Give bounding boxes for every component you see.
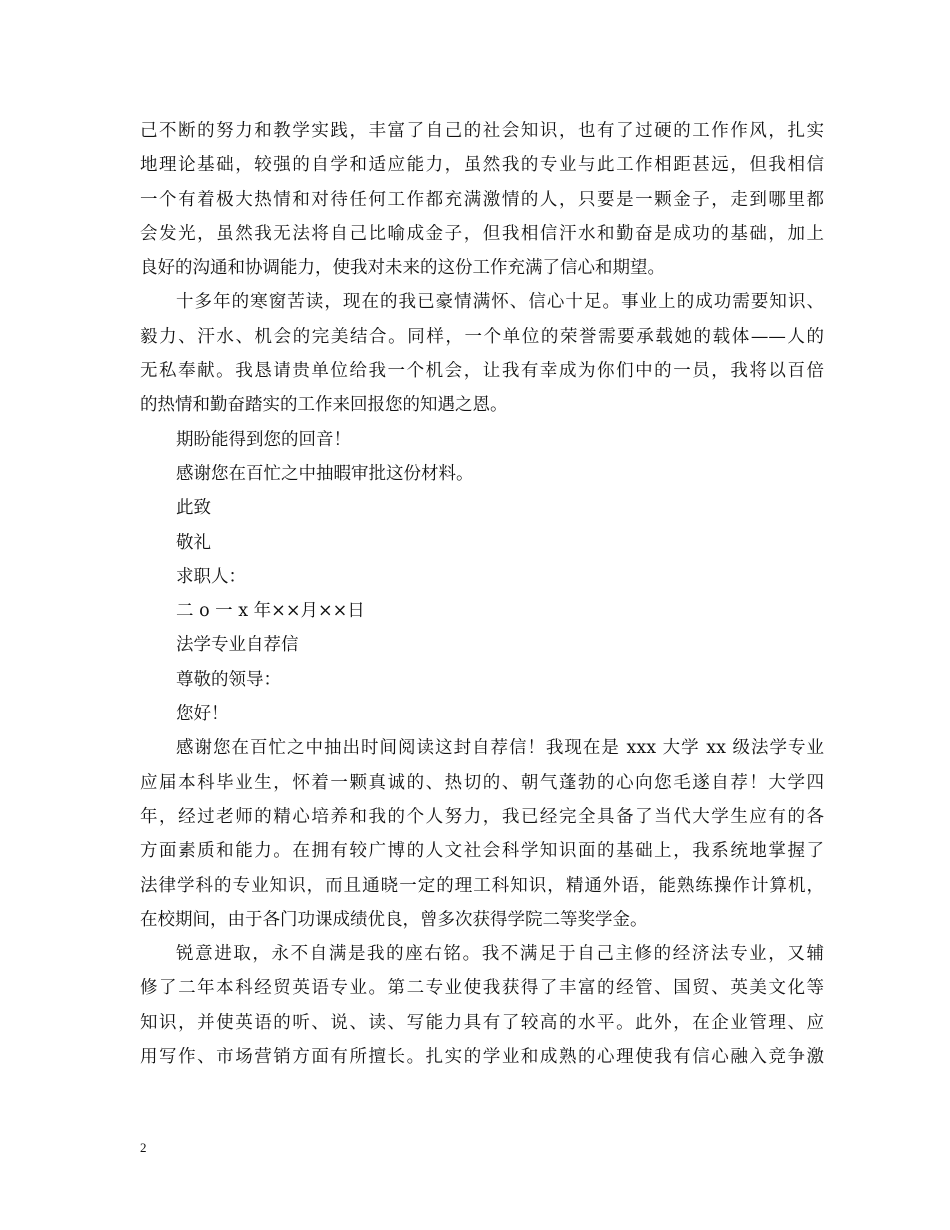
- text-line: 此致: [176, 498, 211, 519]
- text-line: 良好的沟通和协调能力，使我对未来的这份工作充满了信心和期望。: [140, 258, 665, 279]
- text-line: 用写作、市场营销方面有所擅长。扎实的学业和成熟的心理使我有信心融入竞争激: [140, 1047, 824, 1068]
- text-line: 应届本科毕业生，怀着一颗真诚的、热切的、朝气蓬勃的心向您毛遂自荐！大学四: [140, 772, 824, 793]
- text-line: 感谢您在百忙之中抽暇审批这份材料。: [176, 463, 474, 484]
- text-line: 方面素质和能力。在拥有较广博的人文社会科学知识面的基础上，我系统地掌握了: [140, 841, 824, 862]
- text-line: 法学专业自荐信: [176, 635, 299, 656]
- text-line: 的热情和勤奋踏实的工作来回报您的知遇之恩。: [140, 395, 508, 416]
- document-body: [140, 114, 824, 1074]
- text-line: 求职人：: [176, 566, 246, 587]
- text-line: 己不断的努力和教学实践，丰富了自己的社会知识，也有了过硬的工作作风，扎实: [140, 121, 824, 141]
- text-line: 一个有着极大热情和对待任何工作都充满激情的人，只要是一颗金子，走到哪里都: [140, 189, 824, 210]
- text-line: 会发光，虽然我无法将自己比喻成金子，但我相信汗水和勤奋是成功的基础，加上: [140, 223, 824, 244]
- text-line: 您好！: [176, 704, 229, 725]
- text-line: 期盼能得到您的回音！: [176, 429, 351, 450]
- text-line: 感谢您在百忙之中抽出时间阅读这封自荐信！我现在是 xxx 大学 xx 级法学专业: [176, 738, 824, 759]
- text-line: 在校期间，由于各门功课成绩优良，曾多次获得学院二等奖学金。: [140, 909, 648, 930]
- text-line: 十多年的寒窗苦读，现在的我已豪情满怀、信心十足。事业上的成功需要知识、: [176, 292, 824, 313]
- text-line: 年，经过老师的精心培养和我的个人努力，我已经完全具备了当代大学生应有的各: [140, 806, 824, 827]
- text-line: 毅力、汗水、机会的完美结合。同样，一个单位的荣誉需要承载她的载体——人的: [140, 326, 824, 347]
- text-line: 尊敬的领导：: [176, 669, 281, 690]
- page-number: 2: [140, 1140, 147, 1155]
- text-line: 修了二年本科经贸英语专业。第二专业使我获得了丰富的经管、国贸、英美文化等: [140, 978, 824, 999]
- text-line: 无私奉献。我恳请贵单位给我一个机会，让我有幸成为你们中的一员，我将以百倍: [140, 361, 824, 382]
- text-line: 敬礼: [176, 532, 211, 553]
- text-line: 法律学科的专业知识，而且通晓一定的理工科知识，精通外语，能熟练操作计算机，: [140, 875, 824, 896]
- text-line: 地理论基础，较强的自学和适应能力，虽然我的专业与此工作相距甚远，但我相信: [140, 155, 824, 176]
- text-line: 锐意进取，永不自满是我的座右铭。我不满足于自己主修的经济法专业，又辅: [176, 944, 824, 965]
- text-line: 二 o 一 x 年××月××日: [176, 601, 365, 622]
- text-line: 知识，并使英语的听、说、读、写能力具有了较高的水平。此外，在企业管理、应: [140, 1012, 824, 1033]
